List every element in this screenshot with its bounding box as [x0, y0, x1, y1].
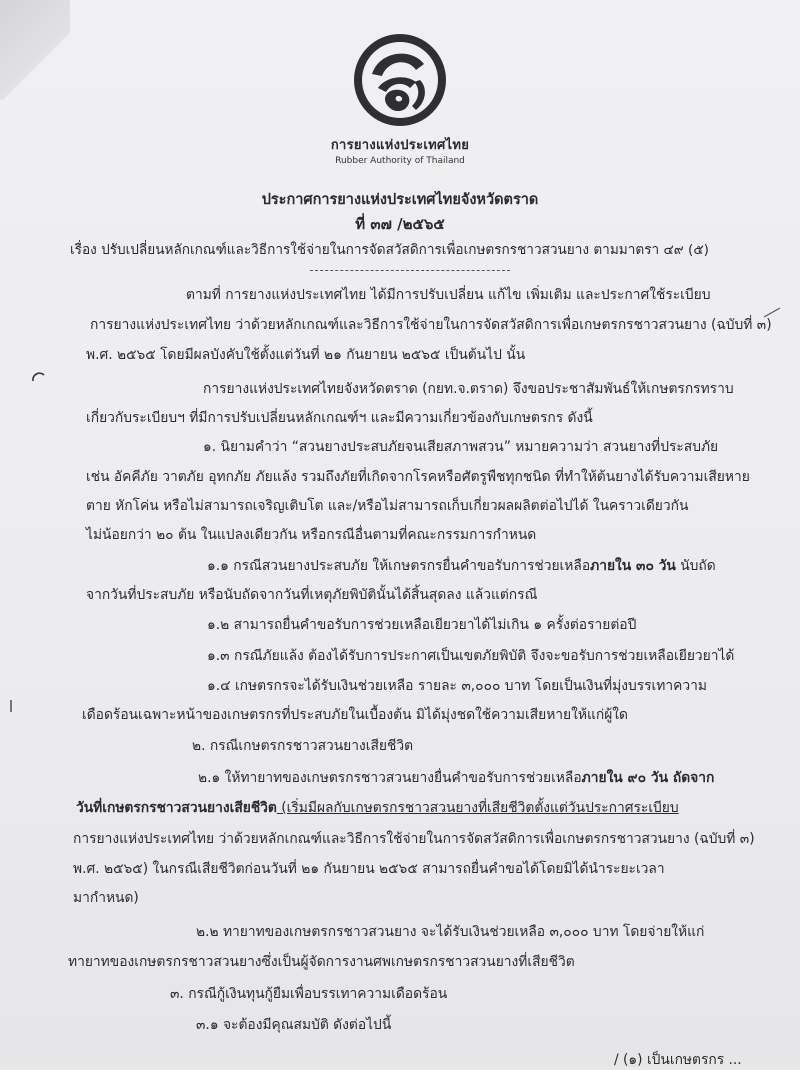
announcement-title: ประกาศการยางแห่งประเทศไทยจังหวัดตราด	[261, 192, 539, 208]
body-line: เดือดร้อนเฉพาะหน้าของเกษตรกรที่ประสบภัยในเบื้องต้น มิได้มุ่งชดใช้ความเสียหายให้แก่ผู้ใด	[82, 707, 628, 723]
body-line: การยางแห่งประเทศไทยจังหวัดตราด (กยท.จ.ตราด) จึงขอประชาสัมพันธ์ให้เกษตรกรทราบ	[203, 381, 734, 397]
body-line: พ.ศ. ๒๕๖๕ โดยมีผลบังคับใช้ตั้งแต่วันที่ ๒๑ กันยายน ๒๕๖๕ เป็นต้นไป นั้น	[86, 347, 526, 363]
margin-mark-icon	[6, 698, 16, 714]
body-line: เช่น อัคคีภัย วาตภัย อุทกภัย ภัยแล้ง รวมถึงภัยที่เกิดจากโรคหรือศัตรูพืชทุกชนิด ที่ทำให้ต้นยางได้รับความเสียหาย	[86, 469, 750, 485]
announcement-subject: เรื่อง ปรับเปลี่ยนหลักเกณฑ์และวิธีการใช้จ่ายในการจัดสวัสดิการเพื่อเกษตรกรชาวสวนยาง ตามมาตรา ๔๙ (๕)	[70, 242, 709, 258]
announcement-number: ที่ ๓๗ /๒๕๖๕	[355, 215, 445, 233]
body-line: ๑.๓ กรณีภัยแล้ง ต้องได้รับการประกาศเป็นเขตภัยพิบัติ จึงจะขอรับการช่วยเหลือเยียวยาได้	[207, 648, 735, 664]
body-line: จากวันที่ประสบภัย หรือนับถัดจากวันที่เหตุภัยพิบัตินั้นได้สิ้นสุดลง แล้วแต่กรณี	[86, 587, 538, 603]
body-line: การยางแห่งประเทศไทย ว่าด้วยหลักเกณฑ์และวิธีการใช้จ่ายในการจัดสวัสดิการเพื่อเกษตรกรชาวสวนยาง (ฉบับที่ ๓)	[90, 317, 772, 333]
body-line: ๑.๔ เกษตรกรจะได้รับเงินช่วยเหลือ รายละ ๓,๐๐๐ บาท โดยเป็นเงินที่มุ่งบรรเทาความ	[207, 678, 707, 694]
body-line: ๒. กรณีเกษตรกรชาวสวนยางเสียชีวิต	[192, 738, 414, 754]
body-line: พ.ศ. ๒๕๖๕) ในกรณีเสียชีวิตก่อนวันที่ ๒๑ กันยายน ๒๕๖๕ สามารถยื่นคำขอได้โดยมิได้นำระยะเวลา	[73, 861, 665, 877]
continuation-note: / (๑) เป็นเกษตรกร ...	[614, 1052, 742, 1068]
org-name-thai: การยางแห่งประเทศไทย	[330, 138, 470, 153]
body-line: เกี่ยวกับระเบียบฯ ที่มีการปรับเปลี่ยนหลักเกณฑ์ฯ และมีความเกี่ยวข้องกับเกษตรกร ดังนี้	[86, 410, 593, 426]
body-line: ๓. กรณีกู้เงินทุนกู้ยืมเพื่อบรรเทาความเดือดร้อน	[170, 986, 448, 1002]
body-line: ทายาทของเกษตรกรชาวสวนยางซึ่งเป็นผู้จัดการงานศพเกษตรกรชาวสวนยางที่เสียชีวิต	[68, 954, 575, 970]
margin-mark-icon	[762, 305, 782, 319]
body-line: ๑.๒ สามารถยื่นคำขอรับการช่วยเหลือเยียวยาได้ไม่เกิน ๑ ครั้งต่อรายต่อปี	[207, 617, 637, 633]
org-name-english: Rubber Authority of Thailand	[335, 156, 465, 166]
effective-note: (เริ่มมีผลกับเกษตรกรชาวสวนยางที่เสียชีวิตตั้งแต่วันประกาศระเบียบ	[276, 800, 679, 816]
deadline-30-days: ภายใน ๓๐ วัน	[590, 558, 676, 574]
body-line: ๓.๑ จะต้องมีคุณสมบัติ ดังต่อไปนี้	[196, 1017, 392, 1033]
body-line: ตาย หักโค่น หรือไม่สามารถเจริญเติบโต และ/หรือไม่สามารถเก็บเกี่ยวผลผลิตต่อไปได้ ในคราวเดียวกัน	[86, 498, 689, 514]
body-line	[207, 556, 716, 576]
clause-text: ๒.๑ ให้ทายาทของเกษตรกรชาวสวนยางยื่นคำขอรับการช่วยเหลือ	[198, 770, 582, 786]
body-line: มากำหนด)	[73, 890, 139, 906]
letterhead	[0, 30, 800, 166]
body-line: การยางแห่งประเทศไทย ว่าด้วยหลักเกณฑ์และวิธีการใช้จ่ายในการจัดสวัสดิการเพื่อเกษตรกรชาวสวนยาง (ฉบับที่ ๓)	[73, 831, 755, 847]
body-line: ตามที่ การยางแห่งประเทศไทย ได้มีการปรับเปลี่ยน แก้ไข เพิ่มเติม และประกาศใช้ระเบียบ	[186, 287, 711, 303]
rubber-authority-logo-icon	[350, 30, 450, 130]
deadline-90-days-cont: วันที่เกษตรกรชาวสวนยางเสียชีวิต	[76, 800, 277, 816]
body-line: ไม่น้อยกว่า ๒๐ ต้น ในแปลงเดียวกัน หรือกรณีอื่นตามที่คณะกรรมการกำหนด	[86, 527, 537, 543]
margin-mark-icon	[30, 368, 48, 386]
body-line: ๒.๒ ทายาทของเกษตรกรชาวสวนยาง จะได้รับเงินช่วยเหลือ ๓,๐๐๐ บาท โดยจ่ายให้แก่	[196, 924, 705, 940]
body-line: ๑. นิยามคำว่า “สวนยางประสบภัยจนเสียสภาพสวน” หมายความว่า สวนยางที่ประสบภัย	[203, 439, 719, 455]
clause-text: ๑.๑ กรณีสวนยางประสบภัย ให้เกษตรกรยื่นคำขอรับการช่วยเหลือ	[207, 558, 591, 574]
divider-line	[310, 270, 510, 271]
body-line	[198, 768, 714, 788]
deadline-90-days: ภายใน ๙๐ วัน ถัดจาก	[581, 770, 715, 786]
clause-text: นับถัด	[675, 558, 716, 574]
body-line	[76, 798, 679, 818]
